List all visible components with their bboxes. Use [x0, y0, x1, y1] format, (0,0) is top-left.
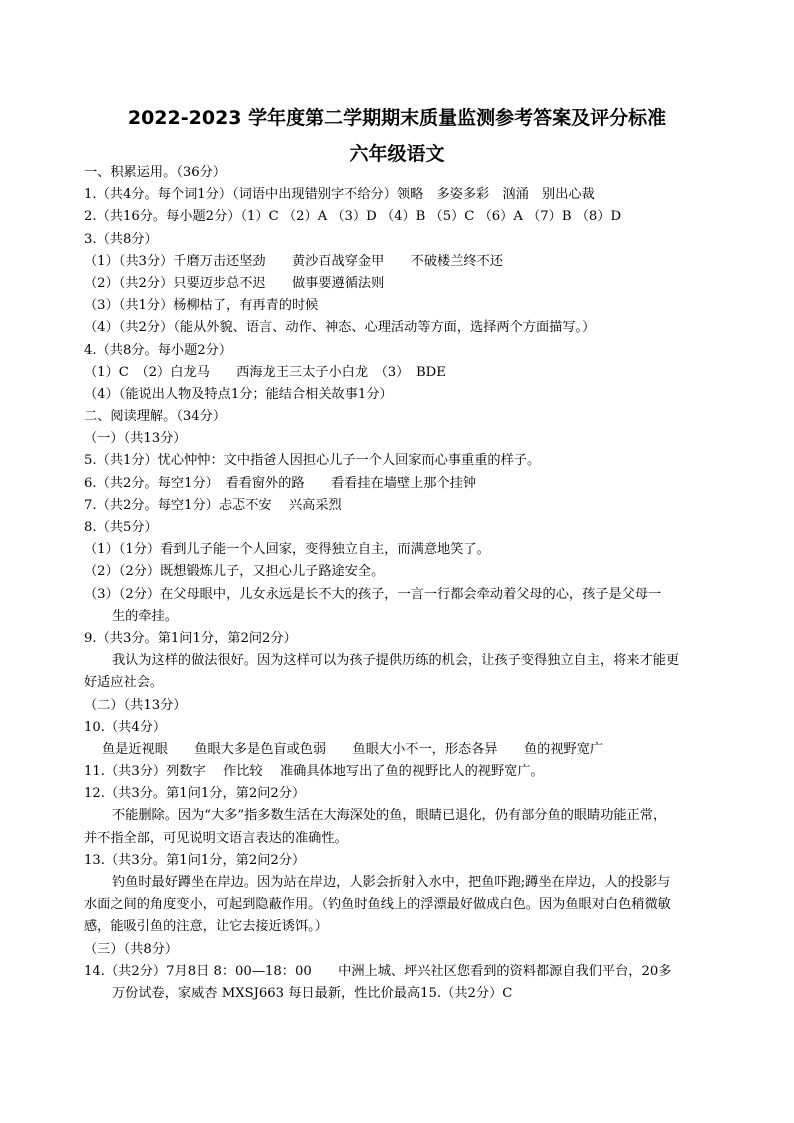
answer-line: （3）（共1分）杨柳枯了，有再青的时候: [84, 298, 319, 314]
answer-line: 好适应社会。: [84, 675, 164, 691]
answer-line: 我认为这样的做法很好。因为这样可以为孩子提供历练的机会，让孩子变得独立自主，将来才能更: [112, 653, 680, 669]
answer-line: （3）（2分）在父母眼中，儿女永远是长不大的孩子，一言一行都会牵动着父母的心，孩子是父母一: [84, 586, 662, 602]
document-title: 2022-2023 学年度第二学期期末质量监测参考答案及评分标准: [127, 107, 667, 129]
answer-line: 12.（共3分。第1问1分，第2问2分）: [84, 786, 306, 802]
answer-line: 钓鱼时最好蹲坐在岸边。因为站在岸边，人影会折射入水中，把鱼吓跑;蹲坐在岸边，人的投影与: [112, 875, 671, 890]
answer-line: 并不指全部，可见说明文语言表达的准确性。: [84, 830, 348, 846]
answer-line: （4）（能说出人物及特点1分；能结合相关故事1分）: [84, 386, 393, 402]
answer-line: 5.（共1分）忧心忡忡：文中指爸人因担心儿子一个人回家而心事重重的样子。: [84, 453, 541, 469]
answer-line: 水面之间的角度变小，可起到隐蔽作用。（钓鱼时鱼线上的浮漂最好做成白色。因为鱼眼对白色稍微敏: [84, 897, 671, 913]
answer-content: [84, 162, 712, 1005]
answer-line: 6.（共2分。每空1分） 看看窗外的路 看看挂在墙壁上那个挂钟: [84, 475, 477, 491]
answer-line: 8.（共5分）: [84, 520, 158, 535]
answer-line: 3.（共8分）: [84, 231, 158, 247]
part-heading: （三）（共8分）: [84, 941, 179, 957]
answer-line: 1.（共4分。每个词1分）（词语中出现错别字不给分）领略 多姿多彩 汹涌 别出心裁: [84, 187, 595, 203]
answer-line: 10.（共4分）: [84, 719, 167, 735]
answer-line: 13.（共3分。第1问1分，第2问2分）: [84, 852, 306, 868]
answer-line: 7.（共2分。每空1分）忐忑不安 兴高采烈: [84, 497, 342, 513]
answer-line: （4）（共2分）（能从外貌、语言、动作、神态、心理活动等方面，选择两个方面描写。）: [84, 320, 596, 336]
answer-line: （1）（共3分）千磨万击还坚劲 黄沙百战穿金甲 不破楼兰终不还: [84, 253, 503, 269]
answer-line: （2）（共2分）只要迈步总不迟 做事要遵循法则: [84, 275, 385, 291]
answer-line: 鱼是近视眼 鱼眼大多是色盲或色弱 鱼眼大小不一，形态各异 鱼的视野宽广: [102, 741, 604, 757]
section-heading: 二、阅读理解。（34分）: [84, 409, 227, 425]
part-heading: （二）（共13分）: [84, 697, 187, 713]
answer-line: 14.（共2分）7月8日 8：00—18：00 中洲上城、坪兴社区您看到的资料都源自我们平台，20多: [84, 963, 672, 979]
answer-line: 不能删除。因为“大多”指多数生活在大海深处的鱼，眼睛已退化，仍有部分鱼的眼睛功能正常，: [112, 808, 667, 824]
document-subtitle: 六年级语文: [349, 143, 445, 165]
answer-line: 11.（共3分）列数字 作比较 准确具体地写出了鱼的视野比人的视野宽广。: [84, 764, 544, 780]
answer-line: 2.（共16分。每小题2分）（1）C （2）A （3）D （4）B （5）C （6）A （7）B （8）D: [84, 209, 622, 225]
part-heading: （一）（共13分）: [84, 431, 187, 447]
answer-line: 生的牵挂。: [112, 608, 178, 624]
answer-line: 万份试卷，家威杏 MXSJ663 每日最新，性比价最高15.（共2分）C: [112, 985, 513, 1001]
section-heading: 一、积累运用。（36分）: [84, 165, 227, 180]
answer-line: （1）C （2）白龙马 西海龙王三太子小白龙 （3） BDE: [84, 364, 446, 380]
answer-line: （1）（1分）看到儿子能一个人回家，变得独立自主，而满意地笑了。: [84, 542, 490, 558]
answer-line: 感，能吸引鱼的注意，让它去接近诱饵。）: [84, 919, 328, 935]
answer-line: 9.（共3分。第1问1分，第2问2分）: [84, 630, 297, 646]
answer-line: 4.（共8分。每小题2分）: [84, 342, 233, 358]
answer-line: （2）（2分）既想锻炼儿子，又担心儿子路途安全。: [84, 564, 385, 580]
